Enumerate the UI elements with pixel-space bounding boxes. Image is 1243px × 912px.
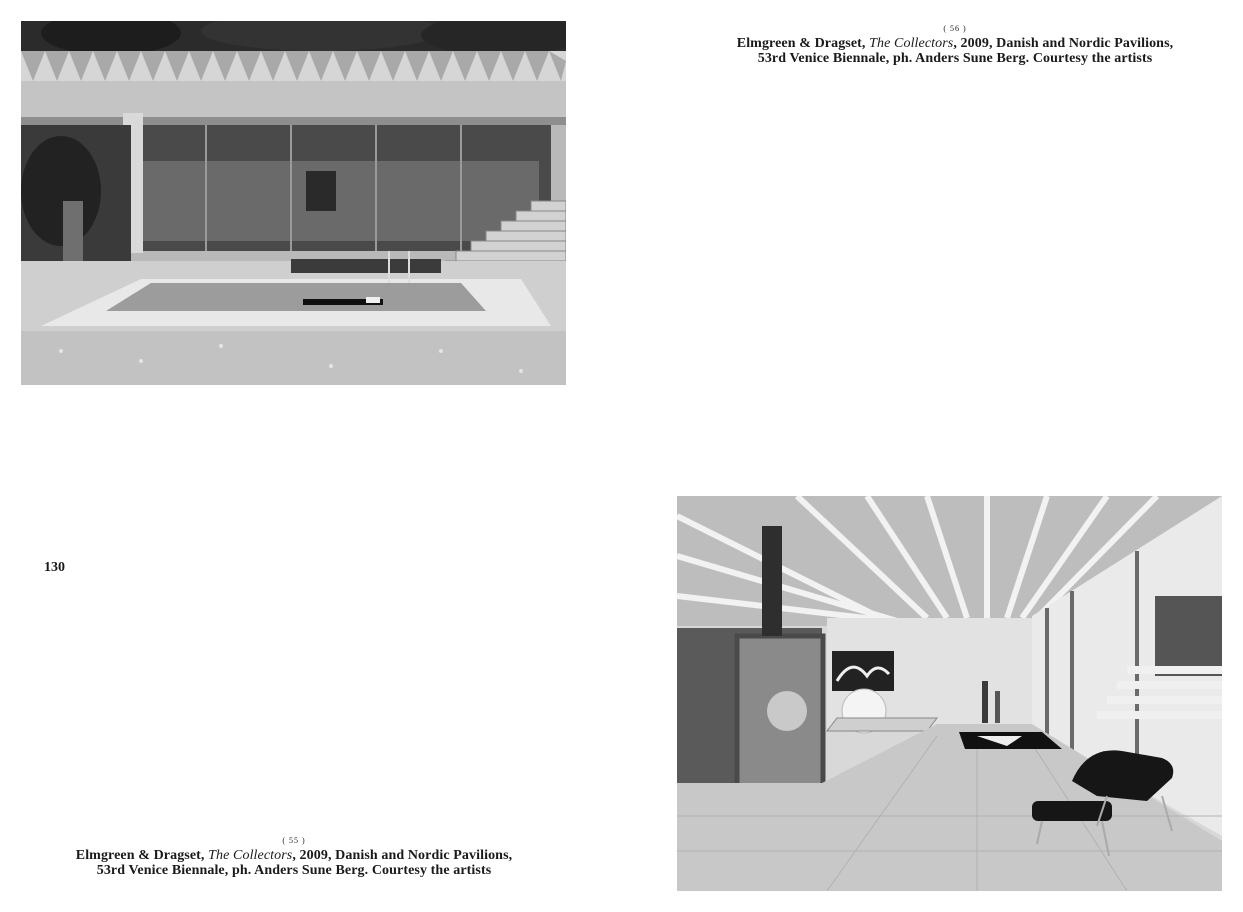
pavilion-exterior-photo	[21, 21, 566, 385]
figure-number: ( 55 )	[282, 836, 306, 845]
caption-details-line1: , 2009, Danish and Nordic Pavilions,	[292, 848, 513, 863]
caption-work-title: The Collectors	[208, 848, 293, 863]
page-number: 130	[44, 560, 65, 575]
caption-56	[690, 24, 1220, 66]
interior-scene-image	[677, 496, 1222, 891]
pavilion-interior-photo	[677, 496, 1222, 891]
pool-scene-image	[21, 21, 566, 385]
caption-details-line2: 53rd Venice Biennale, ph. Anders Sune Berg. Courtesy the artists	[96, 863, 492, 878]
caption-details-line2: 53rd Venice Biennale, ph. Anders Sune Berg. Courtesy the artists	[757, 51, 1153, 66]
figure-number: ( 56 )	[943, 24, 967, 33]
caption-details-line1: , 2009, Danish and Nordic Pavilions,	[953, 36, 1174, 51]
caption-artists: Elmgreen & Dragset,	[75, 848, 209, 863]
caption-artists: Elmgreen & Dragset,	[736, 36, 870, 51]
caption-55	[34, 836, 554, 878]
caption-work-title: The Collectors	[869, 36, 954, 51]
